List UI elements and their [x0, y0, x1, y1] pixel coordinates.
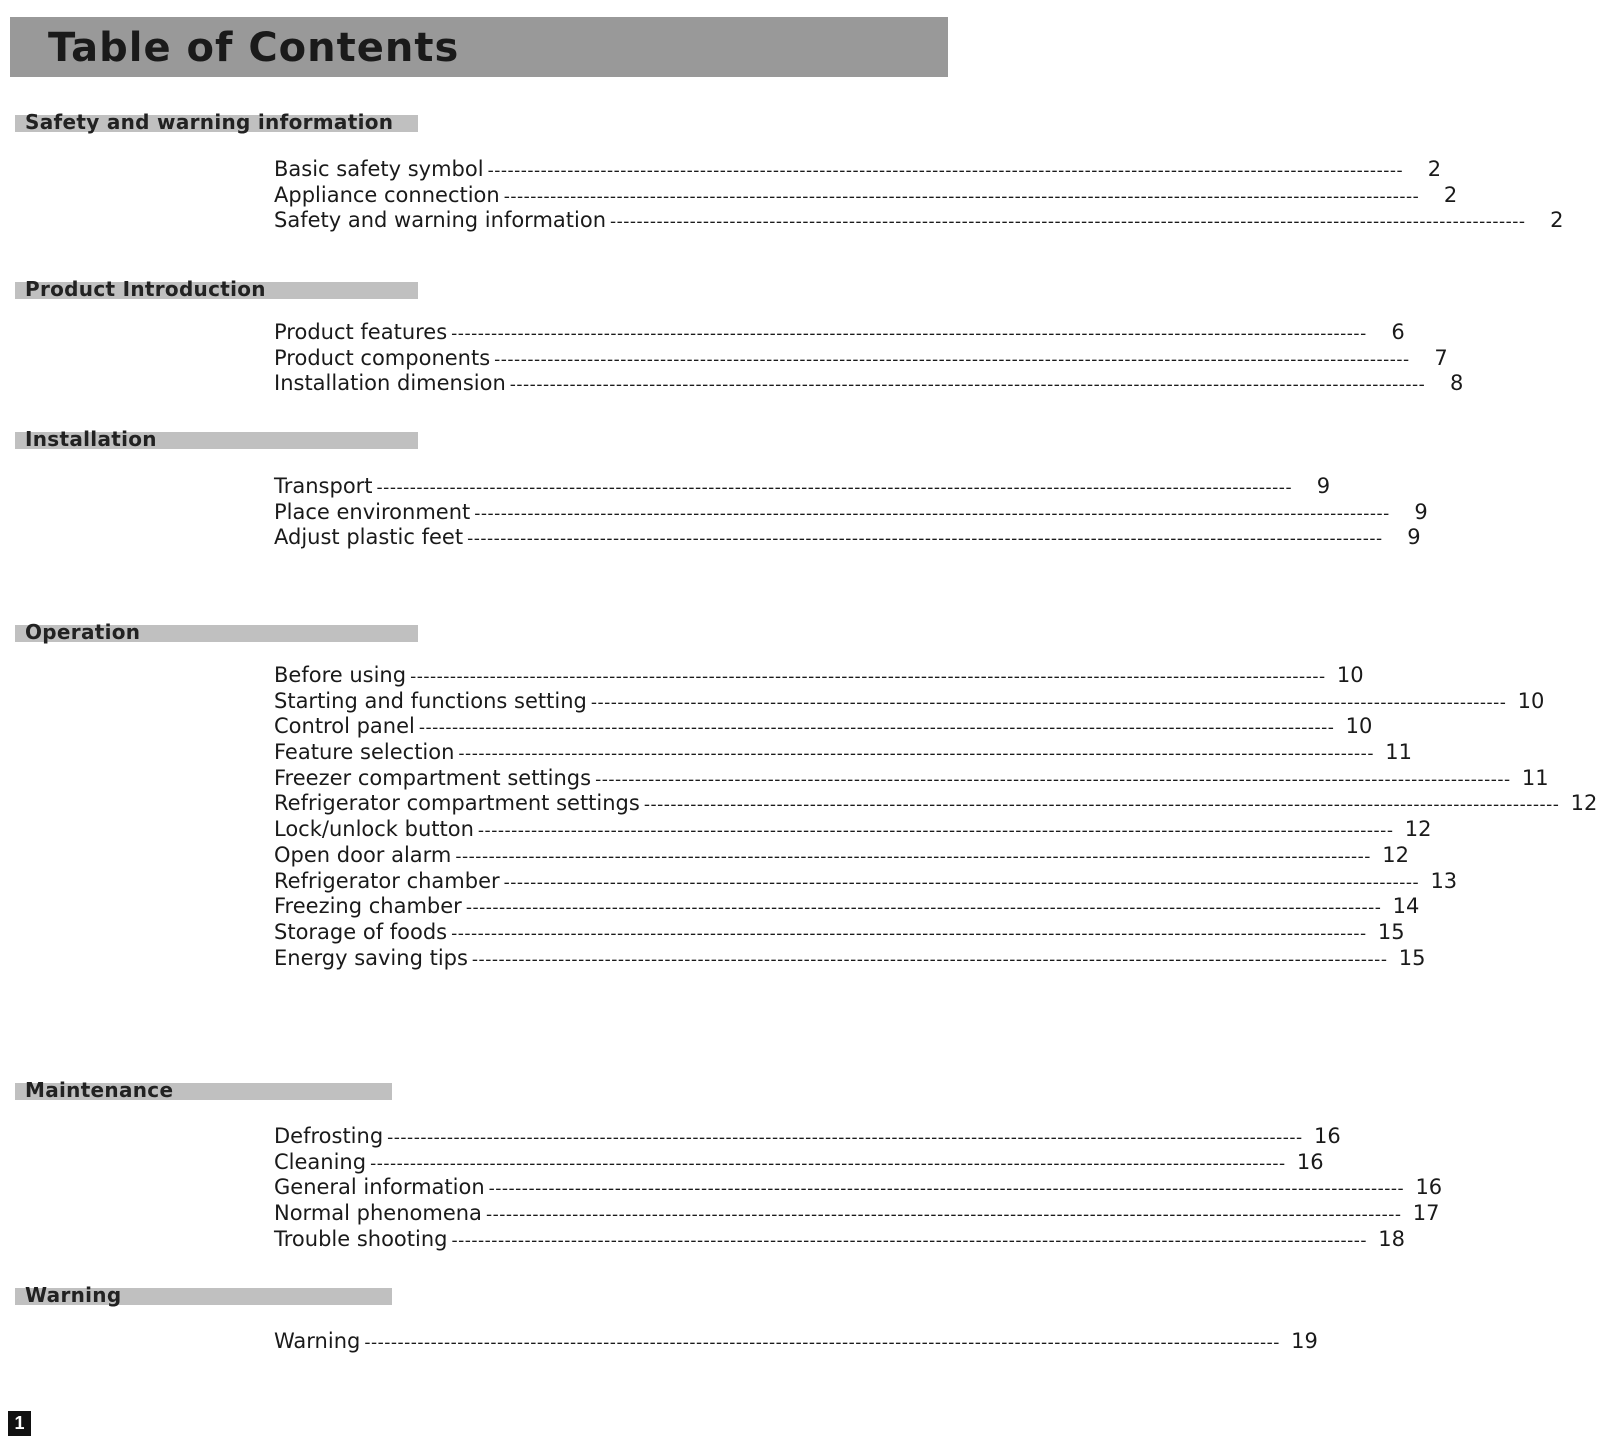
section-entries-installation — [274, 474, 1428, 551]
toc-entry-page: 19 — [1291, 1329, 1318, 1353]
toc-entry-label: Cleaning — [274, 1149, 367, 1174]
toc-entry[interactable] — [274, 320, 1405, 346]
toc-entry-label: Appliance connection — [274, 182, 500, 207]
toc-entry-page: 18 — [1378, 1226, 1406, 1251]
toc-entry-page: 12 — [1570, 791, 1597, 816]
section-header-warning — [15, 1283, 392, 1307]
toc-entry-label: Freezing chamber — [274, 894, 462, 919]
toc-entry-page: 12 — [1382, 842, 1409, 867]
toc-entry-label: Safety and warning information — [274, 208, 607, 233]
toc-entry-page: 2 — [1443, 182, 1458, 207]
section-entries-safety — [274, 157, 1564, 234]
toc-entry-label: Feature selection — [274, 740, 455, 765]
toc-leader: ------------------------------------------------------------------------------------------------------------------------------------------ — [474, 503, 1390, 524]
toc-entry-page: 9 — [1316, 474, 1331, 498]
title-bar — [10, 17, 948, 77]
toc-entry[interactable] — [274, 663, 1364, 689]
toc-entry-page: 14 — [1392, 894, 1420, 919]
toc-leader: ------------------------------------------------------------------------------------------------------------------------------------------ — [376, 478, 1293, 498]
toc-entry-label: Transport — [274, 474, 373, 498]
toc-entry-label: Storage of foods — [274, 919, 448, 944]
toc-entry-page: 9 — [1414, 499, 1428, 524]
toc-entry[interactable] — [274, 157, 1442, 183]
section-header-product-introduction — [15, 277, 418, 301]
toc-entry-label: Defrosting — [274, 1124, 384, 1148]
section-header-operation — [15, 620, 418, 644]
toc-entry-label: Open door alarm — [274, 842, 452, 867]
toc-entry[interactable] — [274, 1226, 1406, 1253]
toc-entry[interactable] — [274, 945, 1426, 972]
toc-entry[interactable] — [274, 894, 1420, 920]
toc-entry[interactable] — [274, 1149, 1324, 1176]
toc-leader: ------------------------------------------------------------------------------------------------------------------------------------------ — [503, 872, 1420, 893]
toc-entry-page: 9 — [1407, 525, 1421, 550]
toc-entry[interactable] — [274, 1329, 1318, 1355]
toc-entry[interactable] — [274, 371, 1464, 397]
toc-entry[interactable] — [274, 182, 1458, 209]
toc-entry-page: 13 — [1430, 868, 1458, 893]
toc-entry-label: Freezer compartment settings — [274, 765, 592, 790]
toc-entry-label: Normal phenomena — [274, 1201, 482, 1226]
section-heading: Maintenance — [25, 1078, 174, 1102]
section-entries-maintenance — [274, 1124, 1443, 1252]
toc-leader: ------------------------------------------------------------------------------------------------------------------------------------------ — [370, 1153, 1286, 1174]
toc-entry-label: Starting and functions setting — [274, 688, 587, 713]
toc-entry-page: 16 — [1415, 1175, 1443, 1200]
toc-entry-page: 8 — [1449, 371, 1464, 396]
toc-leader: ------------------------------------------------------------------------------------------------------------------------------------------ — [451, 324, 1367, 344]
section-heading: Safety and warning information — [25, 110, 394, 134]
section-heading: Warning — [25, 1283, 122, 1307]
toc-entry-page: 11 — [1385, 740, 1412, 765]
toc-entry[interactable] — [274, 919, 1405, 946]
toc-entry-label: Place environment — [274, 499, 471, 524]
toc-leader: ------------------------------------------------------------------------------------------------------------------------------------------ — [467, 529, 1383, 550]
toc-entry-page: 11 — [1521, 765, 1549, 790]
toc-leader: ------------------------------------------------------------------------------------------------------------------------------------------ — [477, 821, 1394, 842]
toc-entry-label: Basic safety symbol — [274, 157, 484, 181]
toc-leader: ------------------------------------------------------------------------------------------------------------------------------------------ — [494, 349, 1410, 370]
toc-leader: ------------------------------------------------------------------------------------------------------------------------------------------ — [364, 1333, 1280, 1353]
toc-entry[interactable] — [274, 474, 1331, 500]
toc-leader: ------------------------------------------------------------------------------------------------------------------------------------------ — [418, 718, 1335, 739]
toc-entry-page: 16 — [1296, 1149, 1324, 1174]
toc-leader: ------------------------------------------------------------------------------------------------------------------------------------------ — [455, 846, 1371, 867]
toc-leader: ------------------------------------------------------------------------------------------------------------------------------------------ — [590, 692, 1507, 713]
toc-leader: ------------------------------------------------------------------------------------------------------------------------------------------ — [595, 769, 1511, 790]
toc-entry-page: 15 — [1377, 919, 1405, 944]
toc-entry[interactable] — [274, 688, 1545, 715]
section-heading: Product Introduction — [25, 277, 266, 301]
toc-leader: ------------------------------------------------------------------------------------------------------------------------------------------ — [485, 1205, 1402, 1226]
page-number: 1 — [8, 1411, 31, 1436]
toc-entry-page: 10 — [1517, 688, 1545, 713]
toc-leader: ------------------------------------------------------------------------------------------------------------------------------------------ — [509, 375, 1426, 396]
toc-entry-page: 15 — [1398, 945, 1426, 970]
toc-entry-page: 12 — [1404, 817, 1432, 842]
toc-leader: ------------------------------------------------------------------------------------------------------------------------------------------ — [471, 949, 1388, 970]
toc-entry[interactable] — [274, 499, 1428, 526]
toc-entry-page: 17 — [1412, 1201, 1440, 1226]
toc-entry-page: 6 — [1391, 320, 1405, 344]
toc-entry[interactable] — [274, 842, 1409, 869]
toc-entry-label: General information — [274, 1175, 485, 1200]
section-header-safety — [15, 110, 418, 134]
toc-entry-label: Trouble shooting — [274, 1226, 448, 1251]
toc-leader: ------------------------------------------------------------------------------------------------------------------------------------------ — [451, 923, 1367, 944]
toc-entry[interactable] — [274, 345, 1448, 372]
toc-entry-page: 16 — [1313, 1124, 1341, 1148]
toc-entry-page: 2 — [1427, 157, 1442, 181]
section-heading: Operation — [25, 620, 141, 644]
toc-entry-label: Product components — [274, 345, 491, 370]
section-header-installation — [15, 427, 418, 451]
toc-entry-label: Refrigerator chamber — [274, 868, 500, 893]
toc-leader: ------------------------------------------------------------------------------------------------------------------------------------------ — [465, 898, 1382, 919]
page-title: Table of Contents — [48, 25, 460, 71]
toc-entry-page: 2 — [1550, 208, 1564, 233]
toc-entry-label: Warning — [274, 1329, 361, 1353]
section-header-maintenance — [15, 1078, 392, 1102]
toc-entry[interactable] — [274, 1201, 1440, 1227]
toc-entry-label: Adjust plastic feet — [274, 525, 464, 550]
toc-entry[interactable] — [274, 817, 1432, 843]
toc-entry-label: Control panel — [274, 714, 415, 739]
toc-entry[interactable] — [274, 868, 1458, 895]
toc-leader: ------------------------------------------------------------------------------------------------------------------------------------------ — [610, 212, 1526, 233]
section-entries-product-introduction — [274, 320, 1464, 397]
toc-entry[interactable] — [274, 791, 1597, 817]
toc-entry-label: Lock/unlock button — [274, 817, 474, 842]
toc-entry-label: Product features — [274, 320, 448, 344]
toc-leader: ------------------------------------------------------------------------------------------------------------------------------------------ — [451, 1230, 1368, 1251]
toc-leader: ------------------------------------------------------------------------------------------------------------------------------------------ — [488, 1179, 1405, 1200]
toc-entry[interactable] — [274, 1124, 1341, 1150]
toc-entry[interactable] — [274, 1175, 1443, 1201]
section-heading: Installation — [25, 427, 157, 451]
section-entries-warning — [274, 1329, 1318, 1355]
toc-leader: ------------------------------------------------------------------------------------------------------------------------------------------ — [387, 1128, 1303, 1148]
toc-leader: ------------------------------------------------------------------------------------------------------------------------------------------ — [487, 161, 1404, 181]
toc-entry-page: 10 — [1345, 714, 1373, 739]
toc-leader: ------------------------------------------------------------------------------------------------------------------------------------------ — [503, 186, 1420, 207]
toc-leader: ------------------------------------------------------------------------------------------------------------------------------------------ — [643, 795, 1560, 816]
toc-leader: ------------------------------------------------------------------------------------------------------------------------------------------ — [410, 667, 1326, 687]
toc-entry[interactable] — [274, 525, 1421, 551]
toc-entry-page: 10 — [1336, 663, 1364, 687]
toc-entry-page: 7 — [1434, 345, 1448, 370]
toc-entry[interactable] — [274, 714, 1373, 740]
toc-entry-label: Energy saving tips — [274, 945, 468, 970]
section-entries-operation — [274, 663, 1597, 971]
toc-entry[interactable] — [274, 208, 1564, 234]
toc-entry-label: Refrigerator compartment settings — [274, 791, 640, 816]
toc-entry-label: Before using — [274, 663, 407, 687]
toc-entry[interactable] — [274, 740, 1412, 766]
toc-entry-label: Installation dimension — [274, 371, 506, 396]
toc-entry[interactable] — [274, 765, 1549, 792]
toc-leader: ------------------------------------------------------------------------------------------------------------------------------------------ — [458, 744, 1374, 765]
